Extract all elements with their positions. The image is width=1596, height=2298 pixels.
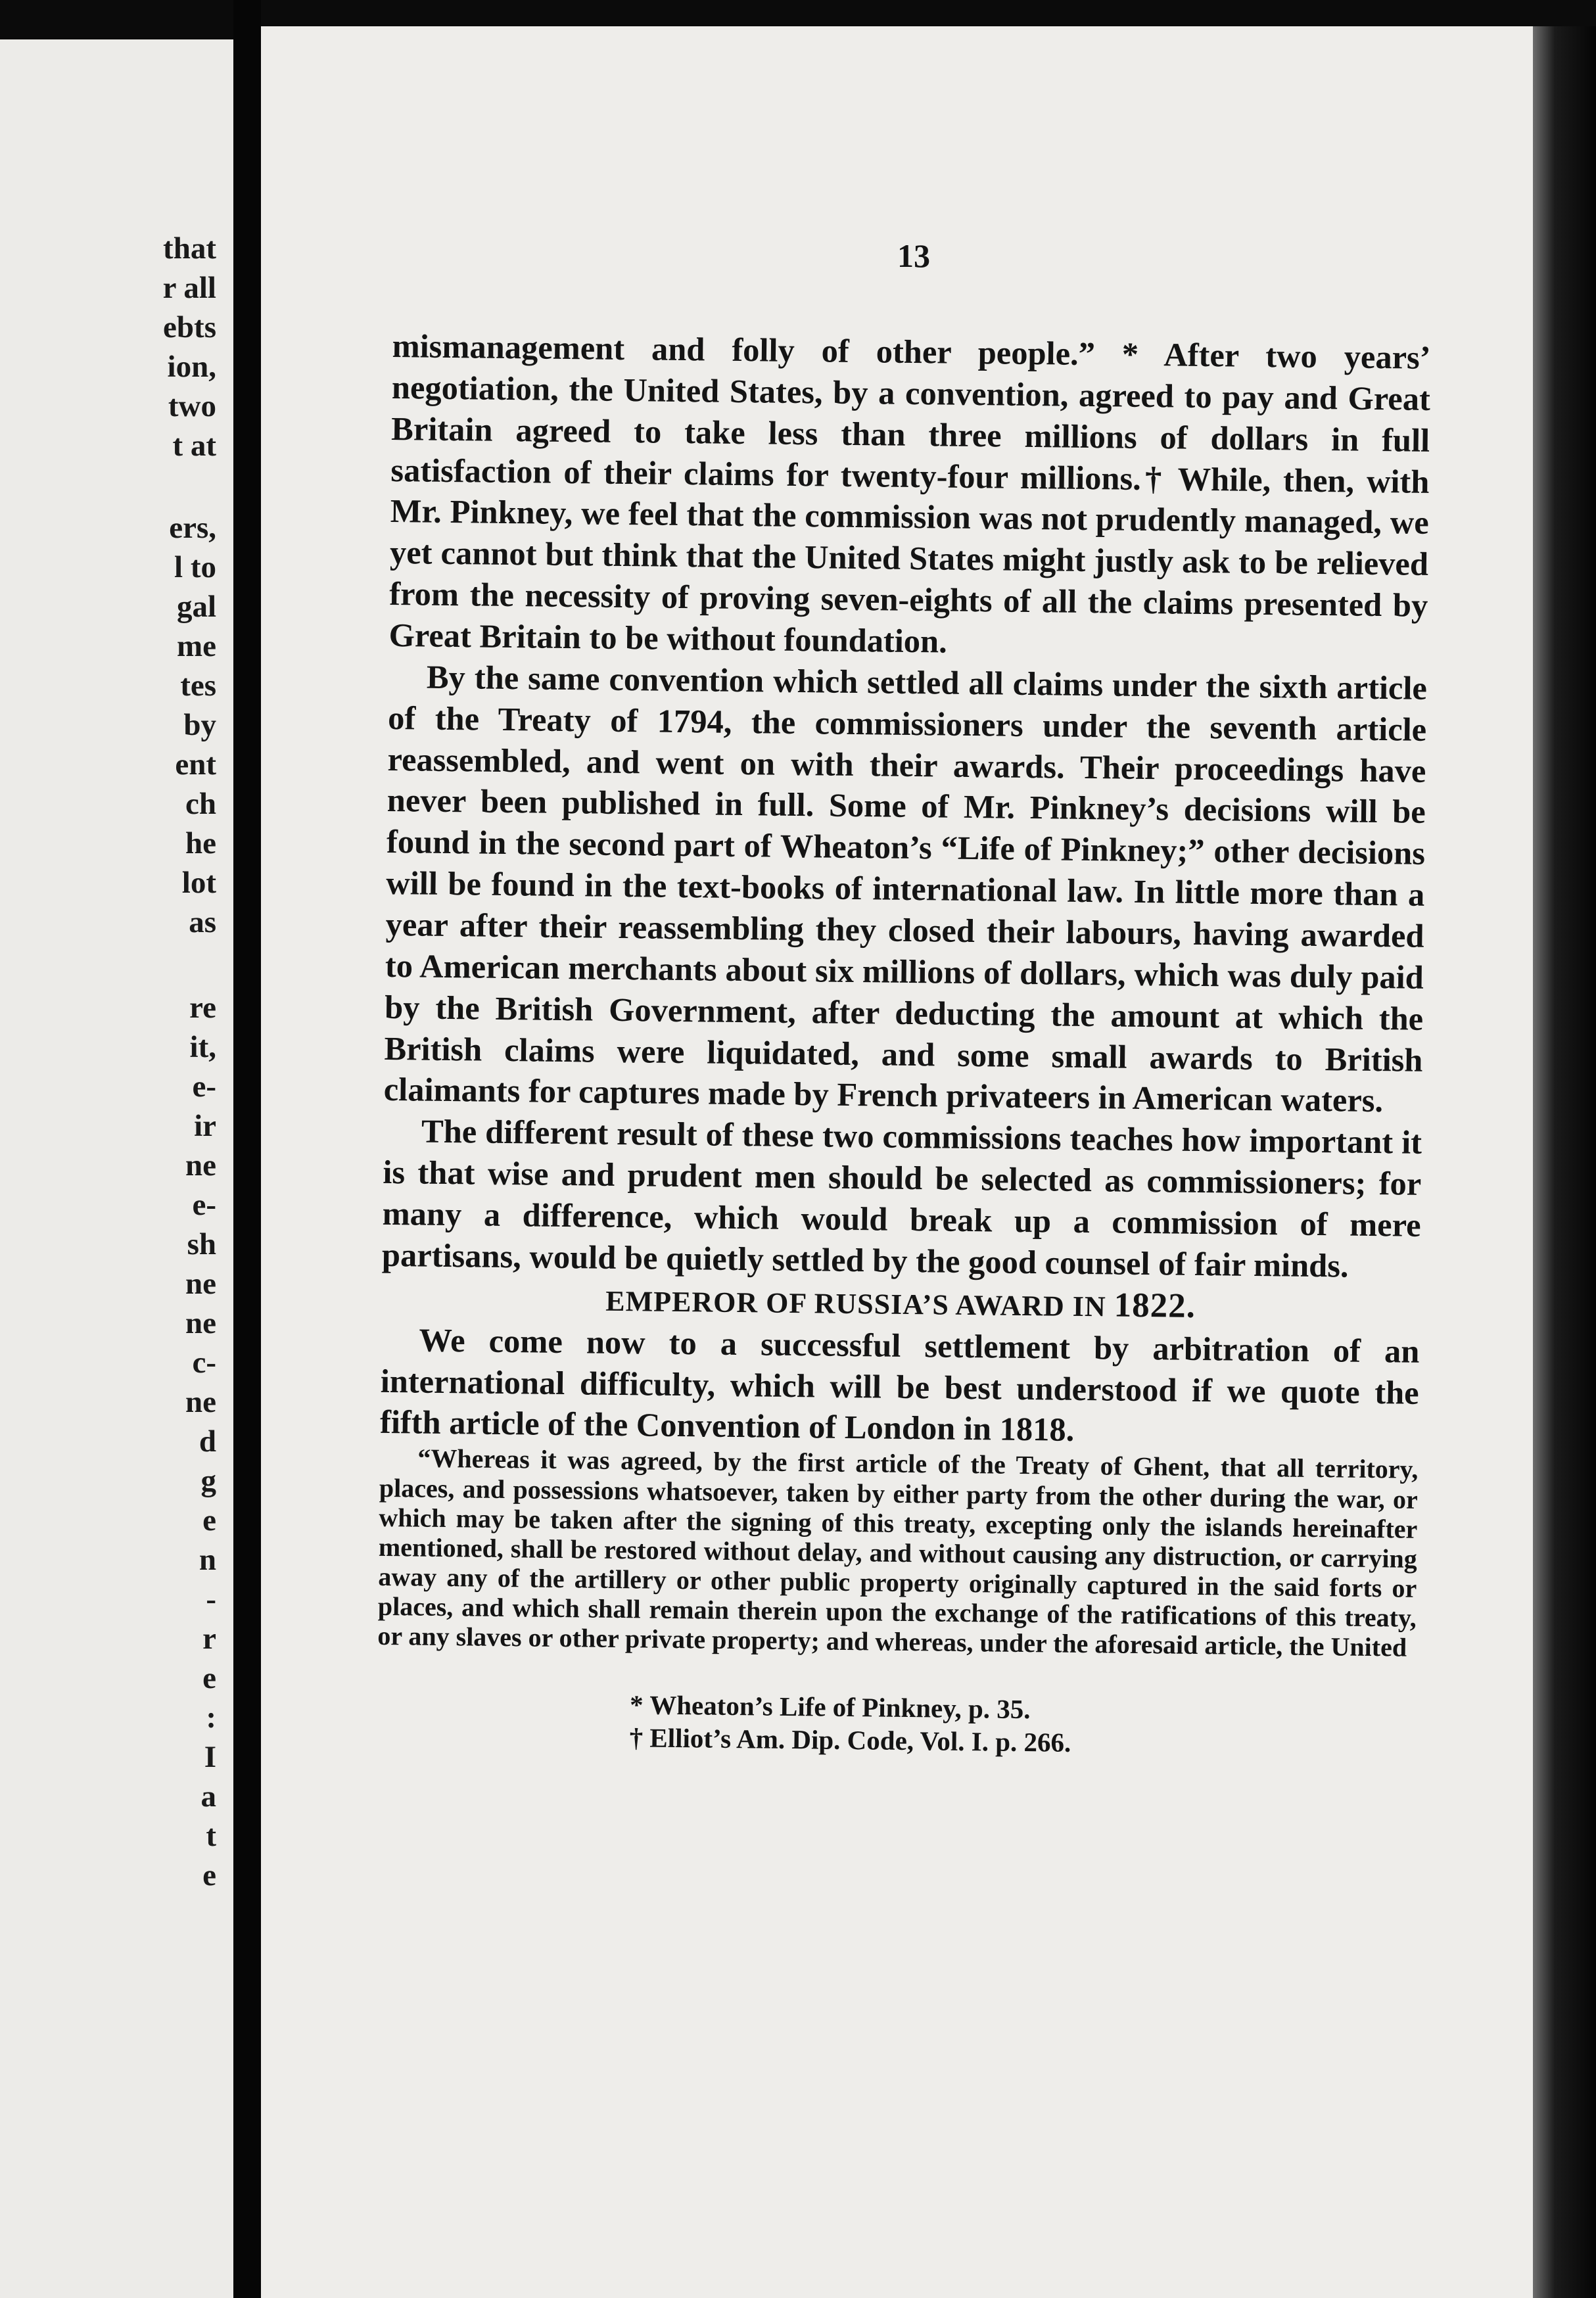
left-page-text-fragment: e-	[192, 1188, 216, 1222]
section-heading-year: 1822.	[1114, 1286, 1196, 1325]
left-page-text-fragment: n	[199, 1543, 216, 1577]
left-page-text-fragment: -	[206, 1582, 216, 1616]
left-page-text-fragment: l to	[174, 550, 216, 584]
left-page-text-fragment: he	[185, 826, 216, 860]
left-page-text-fragment: ent	[175, 747, 216, 782]
left-page-text-fragment: e	[202, 1503, 216, 1537]
page-number: 13	[897, 237, 930, 274]
left-page-text-fragment: d	[199, 1424, 216, 1459]
left-page-text-fragment: ne	[185, 1148, 216, 1183]
left-page-text-fragment: I	[204, 1740, 216, 1774]
left-page-text-fragment: re	[189, 991, 216, 1025]
left-page-text-fragment: ir	[194, 1109, 216, 1143]
left-page-text-fragment: lot	[181, 866, 216, 900]
left-page-text-fragment: g	[200, 1464, 216, 1498]
left-page-fragment	[0, 39, 233, 2298]
left-page-text-fragment: ch	[185, 787, 216, 821]
footnotes	[629, 1688, 1415, 1764]
left-page-text-fragment: it,	[189, 1030, 216, 1064]
left-page-text-fragment: that	[163, 231, 216, 266]
body-text	[376, 325, 1431, 1764]
left-page-text-fragment: t at	[172, 429, 216, 463]
main-page	[261, 26, 1533, 2298]
left-page-text-fragment: two	[168, 389, 216, 423]
page-right-edge	[1533, 26, 1596, 2298]
paragraph-2: By the same convention which settled all claims under the sixth article of the Treaty of 1794, the commissioners under the seventh article reassembled, and went on with their awards. Their proceedings have never been published in full. Some of Mr. Pinkney’s decisions will be found in the second part of Wheaton’s “Life of Pinkney;” other decisions will be found in the text-books of international law. In little more than a year after their reassembling they closed their labours, having awarded to American merchants about six millions of dollars, which was duly paid by the British Government, after deducting the amount at which the British claims were liquidated, and some small awards to British claimants for captures made by French privateers in American waters.	[383, 658, 1428, 1119]
left-page-text-fragment: sh	[187, 1227, 216, 1261]
left-page-text-fragment: r all	[162, 271, 216, 305]
left-page-text-fragment: e	[202, 1858, 216, 1892]
left-page-text-fragment: c-	[192, 1346, 216, 1380]
left-page-text-fragment: e-	[192, 1069, 216, 1104]
left-page-text-fragment: ebts	[163, 310, 216, 344]
left-page-text-fragment: r	[202, 1622, 216, 1656]
left-page-text-fragment: ne	[185, 1267, 216, 1301]
left-page-text-fragment: by	[183, 708, 216, 742]
left-page-text-fragment: e	[202, 1661, 216, 1695]
left-page-text-fragment: as	[189, 905, 216, 939]
left-page-text-fragment: ers,	[169, 511, 216, 545]
left-page-text-fragment: ne	[185, 1385, 216, 1419]
left-page-text-fragment: a	[200, 1779, 216, 1814]
left-page-text-fragment: t	[206, 1819, 216, 1853]
left-page-text-fragment: gal	[176, 590, 216, 624]
footnote-1: * Wheaton’s Life of Pinkney, p. 35.	[629, 1689, 1031, 1724]
left-page-text-fragment: tes	[180, 668, 216, 703]
left-page-text-fragment: ne	[185, 1306, 216, 1340]
left-page-text-fragment: me	[176, 629, 216, 663]
paragraph-1: mismanagement and folly of other people.” * After two years’ negotiation, the United States, by a convention, agreed to pay and Great Britain agreed to take less than three millions of dollars in full satisfaction of their claims for twenty-four millions.† While, then, with Mr. Pinkney, we feel that the commission was not prudently managed, we yet cannot but think that the United States might justly ask to be relieved from the necessity of proving seven-eights of all the claims presented by Great Britain to be without foundation.	[388, 327, 1431, 660]
treaty-quote: “Whereas it was agreed, by the first article of the Treaty of Ghent, that all territory, places, and possessions whatsoever, taken by either party from the other during the war, or which may be taken after the signing of this treaty, excepting only the islands hereinafter mentioned, shall be restored without delay, and without causing any distruction, or carrying away any of the artillery or other public property originally captured in the said forts or places, and which shall remain therein upon the exchange of the ratifications of this treaty, or any slaves or other private property; and whereas, under the aforesaid article, the United	[377, 1443, 1419, 1663]
footnote-2: † Elliot’s Am. Dip. Code, Vol. I. p. 266.	[629, 1722, 1071, 1758]
paragraph-3: The different result of these two commissions teaches how important it is that wise and prudent men should be selected as commissioners; for many a difference, which would break up a commission of mere partisans, would be quietly settled by the good counsel of fair minds.	[381, 1112, 1422, 1284]
section-paragraph: We come now to a successful settlement by arbitration of an international difficulty, which will be best understood if we quote the fifth article of the Convention of London in 1818.	[379, 1321, 1420, 1449]
section-heading-text: EMPEROR OF RUSSIA’S AWARD IN	[605, 1284, 1114, 1323]
left-page-text-fragment: ion,	[167, 350, 216, 384]
left-page-text-fragment: :	[206, 1700, 216, 1735]
book-gutter	[233, 0, 261, 2298]
